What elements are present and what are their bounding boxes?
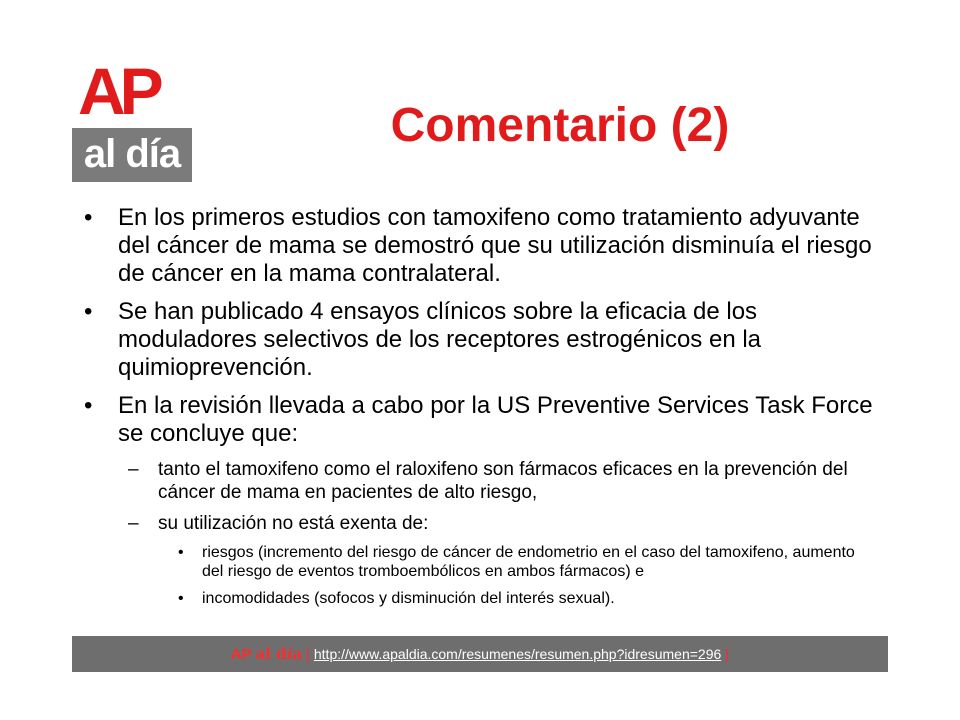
logo-aldia-text: al día bbox=[72, 128, 192, 182]
bullet-text: En los primeros estudios con tamoxifeno como tratamiento adyuvante del cáncer de mama se demostró que su utilización disminuía el riesgo de cáncer en la mama contralateral. bbox=[118, 204, 872, 287]
bullet-marker: • bbox=[84, 204, 93, 231]
bullet-item bbox=[80, 204, 880, 288]
footer-bar bbox=[72, 636, 888, 672]
dash-marker: – bbox=[128, 513, 139, 534]
bullet-text: En la revisión llevada a cabo por la US Preventive Services Task Force se concluye que: bbox=[118, 392, 873, 447]
bullet-marker: • bbox=[178, 590, 184, 607]
footer-url-link[interactable]: http://www.apaldia.com/resumenes/resumen.php?idresumen=296 bbox=[313, 646, 722, 662]
sub-bullet-text: tanto el tamoxifeno como el raloxifeno son fármacos eficaces en la prevención del cáncer de mama en pacientes de alto riesgo, bbox=[158, 459, 848, 503]
footer-brand-ap: AP bbox=[230, 646, 252, 663]
bullet-marker: • bbox=[84, 298, 93, 325]
footer-brand-aldia: al día bbox=[255, 645, 303, 663]
logo-ap-text: AP bbox=[78, 54, 158, 128]
slide-title: Comentario (2) bbox=[390, 99, 730, 152]
sub-sub-bullet-text: incomodidades (sofocos y disminución del interés sexual). bbox=[202, 590, 615, 607]
ap-al-dia-logo bbox=[72, 54, 192, 182]
bullet-item bbox=[80, 298, 880, 382]
sub-bullet-item bbox=[80, 458, 880, 504]
footer-bracket-close: ] bbox=[725, 646, 730, 662]
footer-bracket-open: [ bbox=[306, 646, 310, 662]
slide-content bbox=[80, 204, 880, 616]
bullet-text: Se han publicado 4 ensayos clínicos sobre la eficacia de los moduladores selectivos de los receptores estrogénicos en la quimioprevención. bbox=[118, 298, 762, 381]
bullet-marker: • bbox=[84, 392, 93, 419]
bullet-marker: • bbox=[178, 544, 184, 561]
sub-bullet-text: su utilización no está exenta de: bbox=[158, 513, 429, 534]
sub-sub-bullet-item bbox=[80, 589, 880, 608]
sub-sub-bullet-item bbox=[80, 543, 880, 581]
sub-sub-bullet-text: riesgos (incremento del riesgo de cáncer de endometrio en el caso del tamoxifeno, aumento del riesgo de eventos tromboembólicos en ambos fármacos) e bbox=[202, 544, 855, 580]
sub-bullet-item bbox=[80, 512, 880, 535]
bullet-item bbox=[80, 392, 880, 448]
dash-marker: – bbox=[128, 459, 139, 480]
